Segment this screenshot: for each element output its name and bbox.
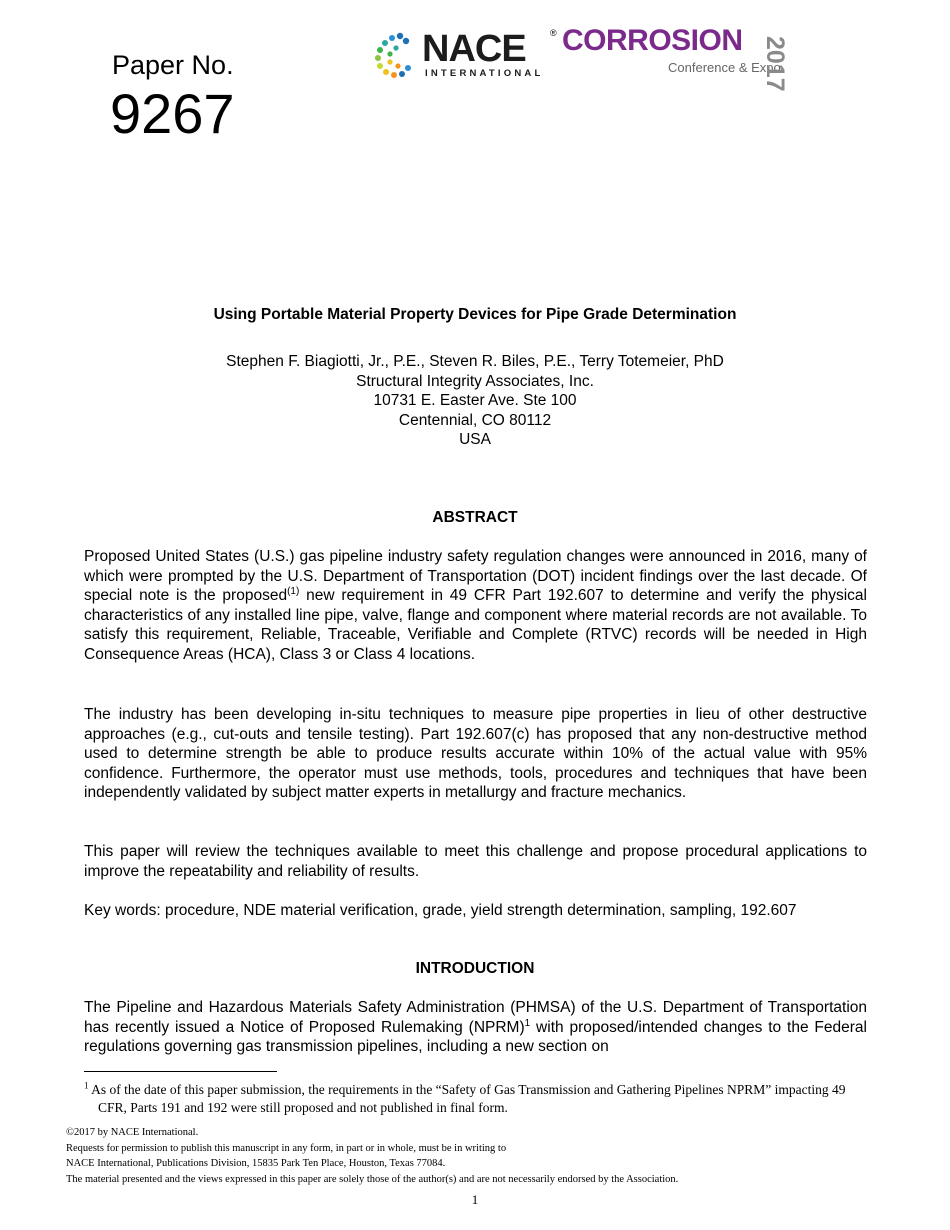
- conference-expo-text: Conference & Expo: [668, 60, 781, 75]
- abstract-paragraph: Proposed United States (U.S.) gas pipeline industry safety regulation changes were announced in 2016, many of which were prompted by the U.S. Department of Transportation (DOT) incident findings over the last decade. Of special note is the proposed$^{(1)}$ new requirement in 49 CFR Part 192.607 to determine and verify the physical characteristics of any installed line pipe, valve, flange and component where material records are not available. To satisfy this requirement, Reliable, Traceable, Verifiable and Complete (RTVC) records will be needed in High Consequence Areas (HCA), Class 3 or Class 4 locations.: [84, 548, 867, 663]
- registered-mark: ®: [550, 28, 557, 38]
- corrosion-wordmark: CORROSION: [562, 24, 743, 57]
- author-names: Stephen F. Biagiotti, Jr., P.E., Steven R. Biles, P.E., Terry Totemeier, PhD: [226, 353, 724, 370]
- introduction-heading: INTRODUCTION: [415, 960, 535, 977]
- nace-wordmark: NACE: [422, 28, 526, 70]
- footnote-number: 1: [84, 1080, 89, 1091]
- reference-marker: (1): [287, 586, 300, 598]
- author-organization: Structural Integrity Associates, Inc.: [356, 372, 594, 390]
- abstract-paragraph: This paper will review the techniques available to meet this challenge and propose procedural applications to improve the repeatability and reliability of results.: [84, 843, 867, 880]
- paper-title: Using Portable Material Property Devices for Pipe Grade Determination: [213, 306, 737, 323]
- copyright: ©2017 by NACE International.: [66, 1127, 199, 1138]
- legal-notice: [66, 1125, 678, 1187]
- nace-swirl-icon: [370, 30, 416, 82]
- nace-logo: [370, 28, 555, 80]
- footnote-divider: [84, 1071, 277, 1072]
- footnote: $^1$ As of the date of this paper submission, the requirements in the “Safety of Gas Transmission and Gathering Pipelines NPRM” impacting 49 CFR, Parts 191 and 192 were still proposed and not published in final form.: [84, 1080, 846, 1115]
- corrosion-year: 2017: [761, 36, 789, 92]
- page-number: 1: [471, 1192, 479, 1207]
- author-city: Centennial, CO 80112: [398, 411, 552, 429]
- abstract-paragraph: The industry has been developing in-situ techniques to measure pipe properties in lieu of other destructive approaches (e.g., cut-outs and tensile testing). Part 192.607(c) has proposed that any non-destructive method used to determine strength be able to produce results accurate within 10% of the actual value with 95% confidence. Furthermore, the operator must use methods, tools, procedures and techniques that have been independently validated by subject matter experts in metallurgy and fracture mechanics.: [84, 706, 867, 802]
- abstract-heading: ABSTRACT: [432, 509, 518, 526]
- paper-number-label: Paper No.: [112, 50, 234, 80]
- author-country: USA: [459, 431, 491, 448]
- keywords: Key words: procedure, NDE material verification, grade, yield strength determination, sampling, 192.607: [84, 902, 797, 919]
- author-street: 10731 E. Easter Ave. Ste 100: [373, 392, 577, 409]
- paper-number: 9267: [110, 82, 235, 145]
- author-block: [0, 352, 950, 450]
- introduction-paragraph: The Pipeline and Hazardous Materials Safety Administration (PHMSA) of the U.S. Department of Transportation has recently issued a Notice of Proposed Rulemaking (NPRM)$^1$ with proposed/intended changes to the Federal regulations governing gas transmission pipelines, including a new section on: [84, 999, 867, 1056]
- nace-international-text: INTERNATIONAL: [425, 68, 544, 79]
- disclaimer: The material presented and the views expressed in this paper are solely those of the author(s) and are not necessarily endorsed by the Association.: [66, 1173, 679, 1185]
- publisher-address: NACE International, Publications Division, 15835 Park Ten Place, Houston, Texas 77084.: [66, 1158, 446, 1169]
- footnote-marker: 1: [524, 1017, 531, 1029]
- permission-notice: Requests for permission to publish this manuscript in any form, in part or in whole, must be in writing to: [66, 1142, 507, 1154]
